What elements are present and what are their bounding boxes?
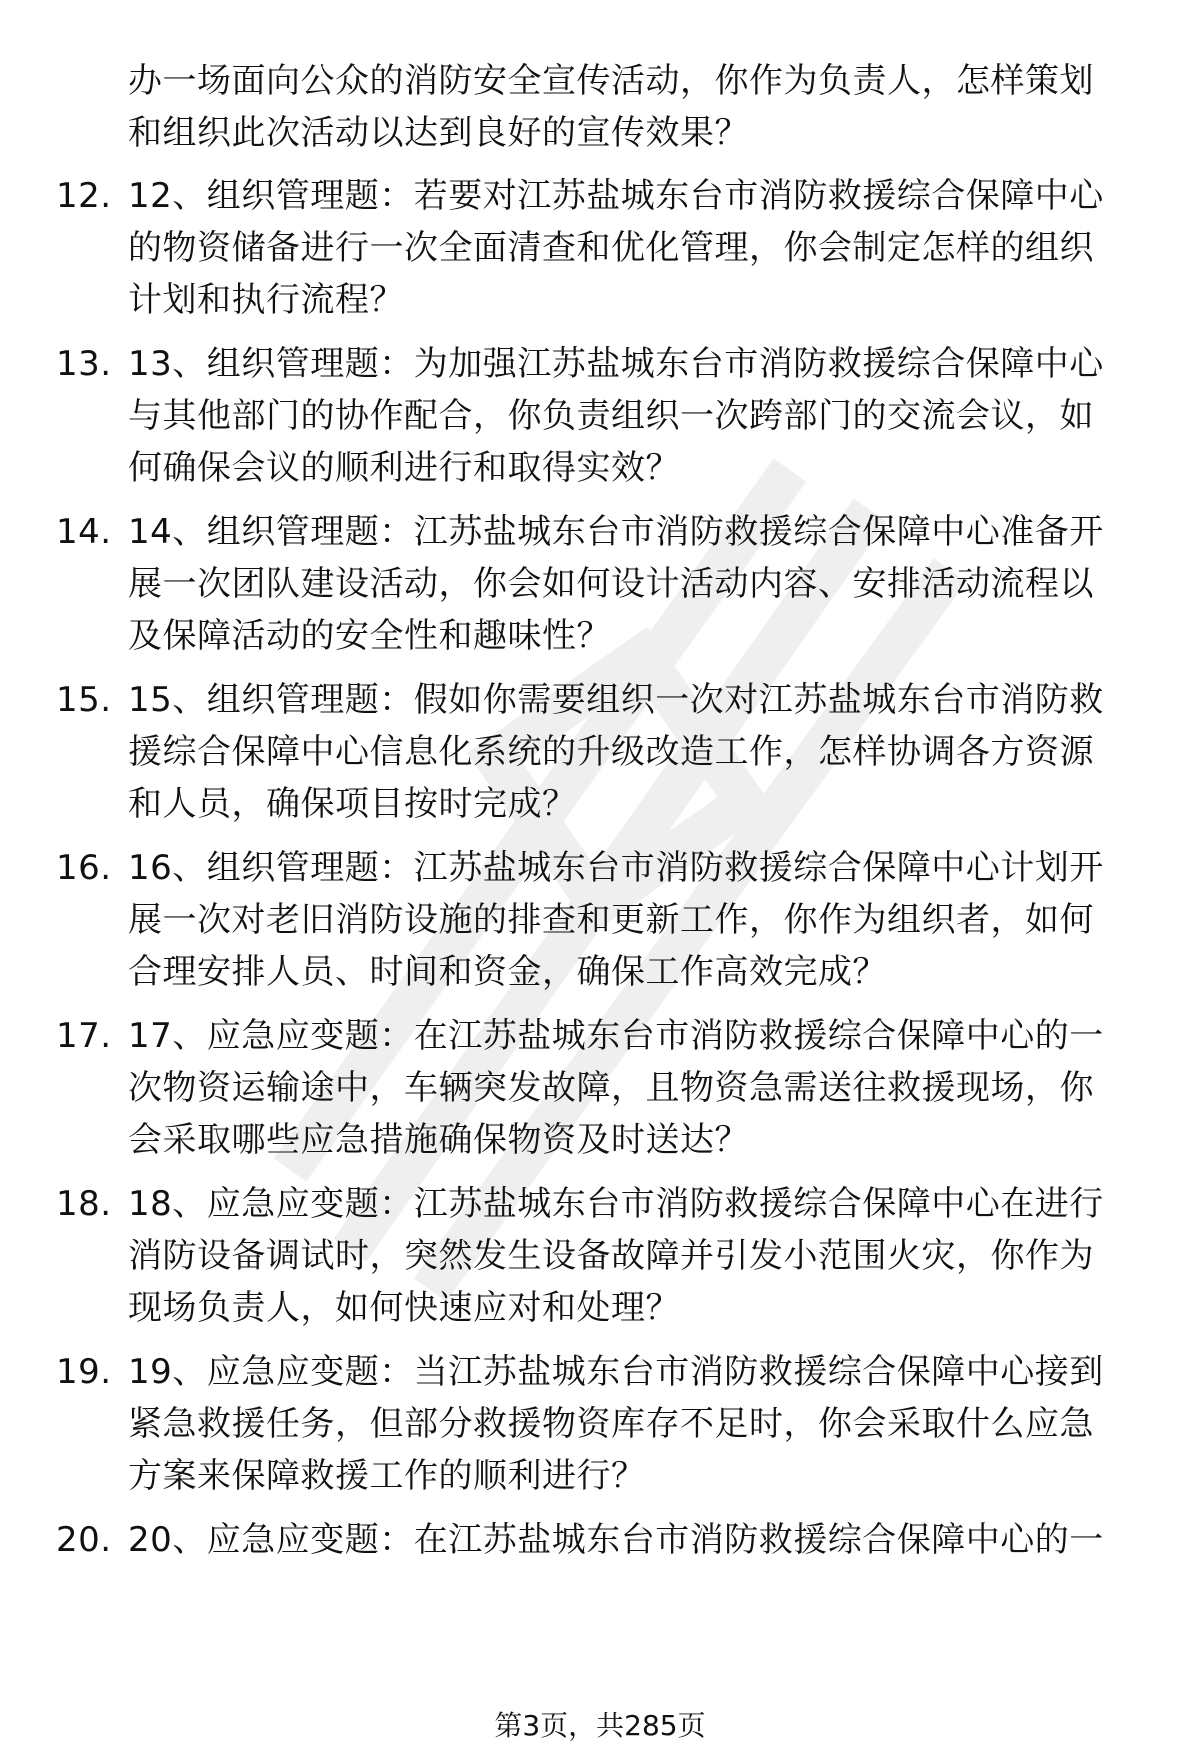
item-number: 19. bbox=[56, 1352, 112, 1392]
item-number: 15. bbox=[56, 680, 112, 720]
item-number: 14. bbox=[56, 512, 112, 552]
item-number: 18. bbox=[56, 1184, 112, 1224]
item-number: 20. bbox=[56, 1520, 112, 1560]
question-text: 15、组织管理题：假如你需要组织一次对江苏盐城东台市消防救 援综合保障中心信息化系统的升级改造工作，怎样协调各方资源 和人员，确保项目按时完成？ bbox=[128, 680, 1104, 824]
question-text: 12、组织管理题：若要对江苏盐城东台市消防救援综合保障中心 的物资储备进行一次全面清查和优化管理，你会制定怎样的组织 计划和执行流程？ bbox=[128, 176, 1104, 320]
question-text: 19、应急应变题：当江苏盐城东台市消防救援综合保障中心接到 紧急救援任务，但部分救援物资库存不足时，你会采取什么应急 方案来保障救援工作的顺利进行？ bbox=[128, 1352, 1104, 1496]
question-text: 16、组织管理题：江苏盐城东台市消防救援综合保障中心计划开 展一次对老旧消防设施的排查和更新工作，你作为组织者，如何 合理安排人员、时间和资金，确保工作高效完成？ bbox=[128, 848, 1104, 992]
item-number: 13. bbox=[56, 344, 112, 384]
question-text: 20、应急应变题：在江苏盐城东台市消防救援综合保障中心的一 bbox=[128, 1520, 1104, 1560]
question-text: 14、组织管理题：江苏盐城东台市消防救援综合保障中心准备开 展一次团队建设活动，你会如何设计活动内容、安排活动流程以 及保障活动的安全性和趣味性？ bbox=[128, 512, 1104, 656]
page-footer: 第3页，共285页 bbox=[494, 1709, 706, 1742]
question-text: 13、组织管理题：为加强江苏盐城东台市消防救援综合保障中心 与其他部门的协作配合，你负责组织一次跨部门的交流会议，如 何确保会议的顺利进行和取得实效？ bbox=[128, 344, 1104, 488]
question-text: 17、应急应变题：在江苏盐城东台市消防救援综合保障中心的一 次物资运输途中，车辆突发故障，且物资急需送往救援现场，你 会采取哪些应急措施确保物资及时送达？ bbox=[128, 1016, 1104, 1160]
item-number: 16. bbox=[56, 848, 112, 888]
question-text: 办一场面向公众的消防安全宣传活动，你作为负责人，怎样策划 和组织此次活动以达到良好的宣传效果？ bbox=[128, 61, 1094, 153]
question-text: 18、应急应变题：江苏盐城东台市消防救援综合保障中心在进行 消防设备调试时，突然发生设备故障并引发小范围火灾，你作为 现场负责人，如何快速应对和处理？ bbox=[128, 1184, 1104, 1328]
item-number: 12. bbox=[56, 176, 112, 216]
item-number: 17. bbox=[56, 1016, 112, 1056]
